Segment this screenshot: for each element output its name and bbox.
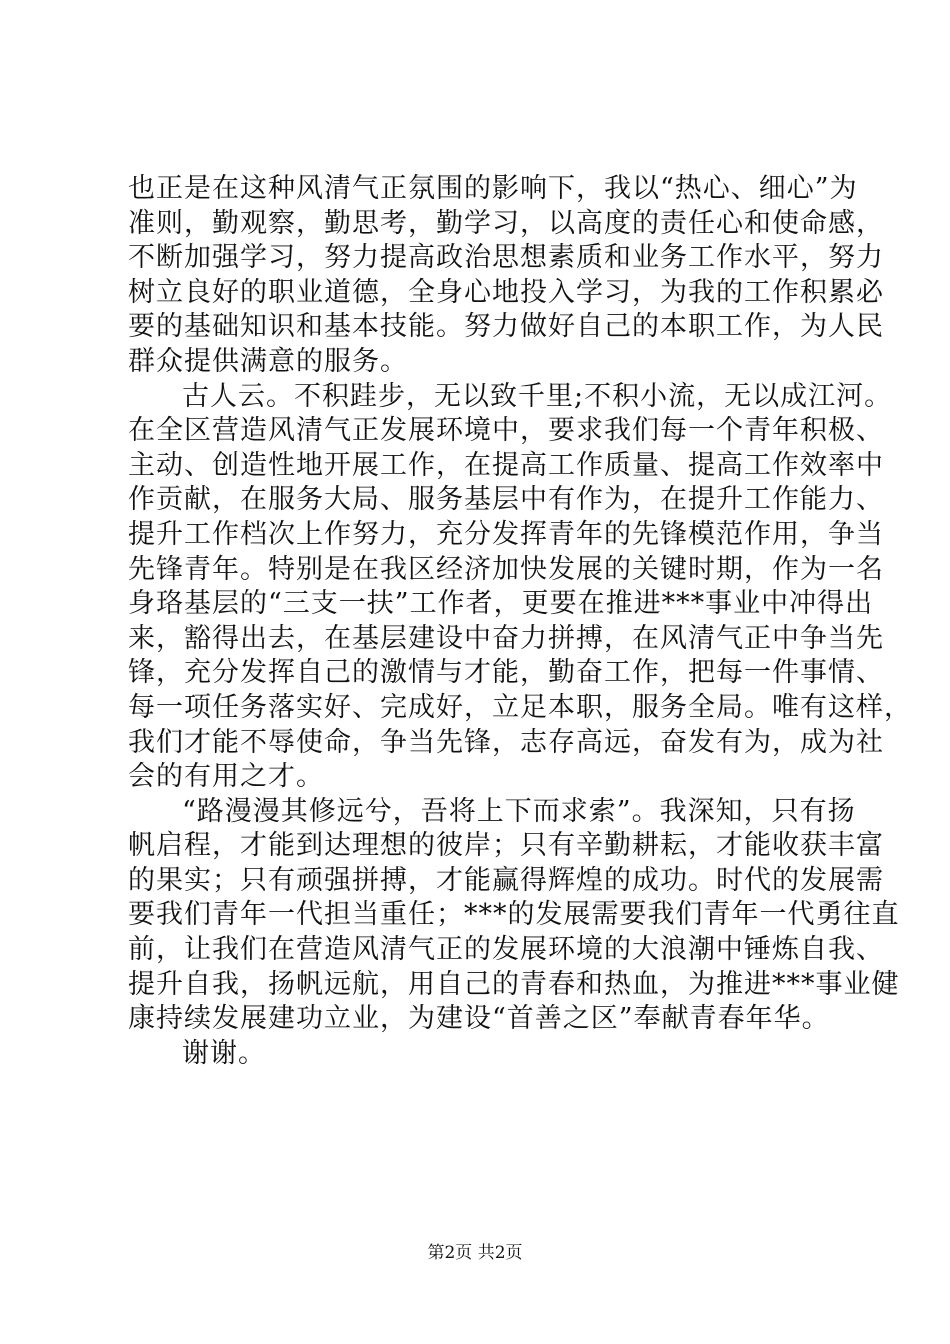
body-line-12: 先锋青年。特别是在我区经济加快发展的关键时期，作为一名 xyxy=(128,553,884,585)
body-line-23: 前，让我们在营造风清气正的发展环境的大浪潮中锤炼自我、 xyxy=(128,934,884,966)
paragraph-2-first-line: 古人云。不积跬步，无以致千里;不积小流，无以成江河。 xyxy=(182,380,893,412)
body-line-10: 作贡献，在服务大局、服务基层中有作为，在提升工作能力、 xyxy=(128,484,884,516)
body-line-1: 也正是在这种风清气正氛围的影响下，我以“热心、细心”为 xyxy=(128,173,858,204)
body-line-24: 提升自我，扬帆远航，用自己的青春和热血，为推进***事业健 xyxy=(128,968,900,1000)
paragraph-3-first-line: “路漫漫其修远兮，吾将上下而求索”。我深知，只有扬 xyxy=(182,795,856,827)
body-line-15: 锋，充分发挥自己的激情与才能，勤奋工作，把每一件事情、 xyxy=(128,657,884,689)
body-line-20: 帆启程，才能到达理想的彼岸；只有辛勤耕耘，才能收获丰富 xyxy=(128,830,884,862)
document-body xyxy=(128,172,912,1071)
body-line-5: 要的基础知识和基本技能。努力做好自己的本职工作，为人民 xyxy=(128,311,884,343)
body-line-11: 提升工作档次上作努力，充分发挥青年的先锋模范作用，争当 xyxy=(128,518,884,550)
body-line-3: 不断加强学习，努力提高政治思想素质和业务工作水平，努力 xyxy=(128,242,884,274)
body-line-16: 每一项任务落实好、完成好，立足本职，服务全局。唯有这样， xyxy=(128,691,912,723)
body-line-17: 我们才能不辱使命，争当先锋，志存高远，奋发有为，成为社 xyxy=(128,726,884,758)
closing-line: 谢谢。 xyxy=(182,1037,266,1069)
body-line-9: 主动、创造性地开展工作，在提高工作质量、提高工作效率中 xyxy=(128,449,884,481)
body-line-22: 要我们青年一代担当重任；***的发展需要我们青年一代勇往直 xyxy=(128,899,900,931)
body-line-25: 康持续发展建功立业，为建设“首善之区”奉献青春年华。 xyxy=(128,1003,830,1035)
body-line-6: 群众提供满意的服务。 xyxy=(128,345,408,377)
body-line-13: 身珞基层的“三支一扶”工作者，更要在推进***事业中冲得出 xyxy=(128,588,874,620)
body-line-4: 树立良好的职业道德，全身心地投入学习，为我的工作积累必 xyxy=(128,276,884,308)
body-line-8: 在全区营造风清气正发展环境中，要求我们每一个青年积极、 xyxy=(128,415,884,447)
body-line-18: 会的有用之才。 xyxy=(128,761,324,793)
body-line-2: 准则，勤观察，勤思考，勤学习，以高度的责任心和使命感， xyxy=(128,207,884,239)
page-number-footer: 第2页 共2页 xyxy=(427,1243,523,1263)
body-line-21: 的果实；只有顽强拼搏，才能赢得辉煌的成功。时代的发展需 xyxy=(128,864,884,896)
body-line-14: 来，豁得出去，在基层建设中奋力拼搏，在风清气正中争当先 xyxy=(128,622,884,654)
